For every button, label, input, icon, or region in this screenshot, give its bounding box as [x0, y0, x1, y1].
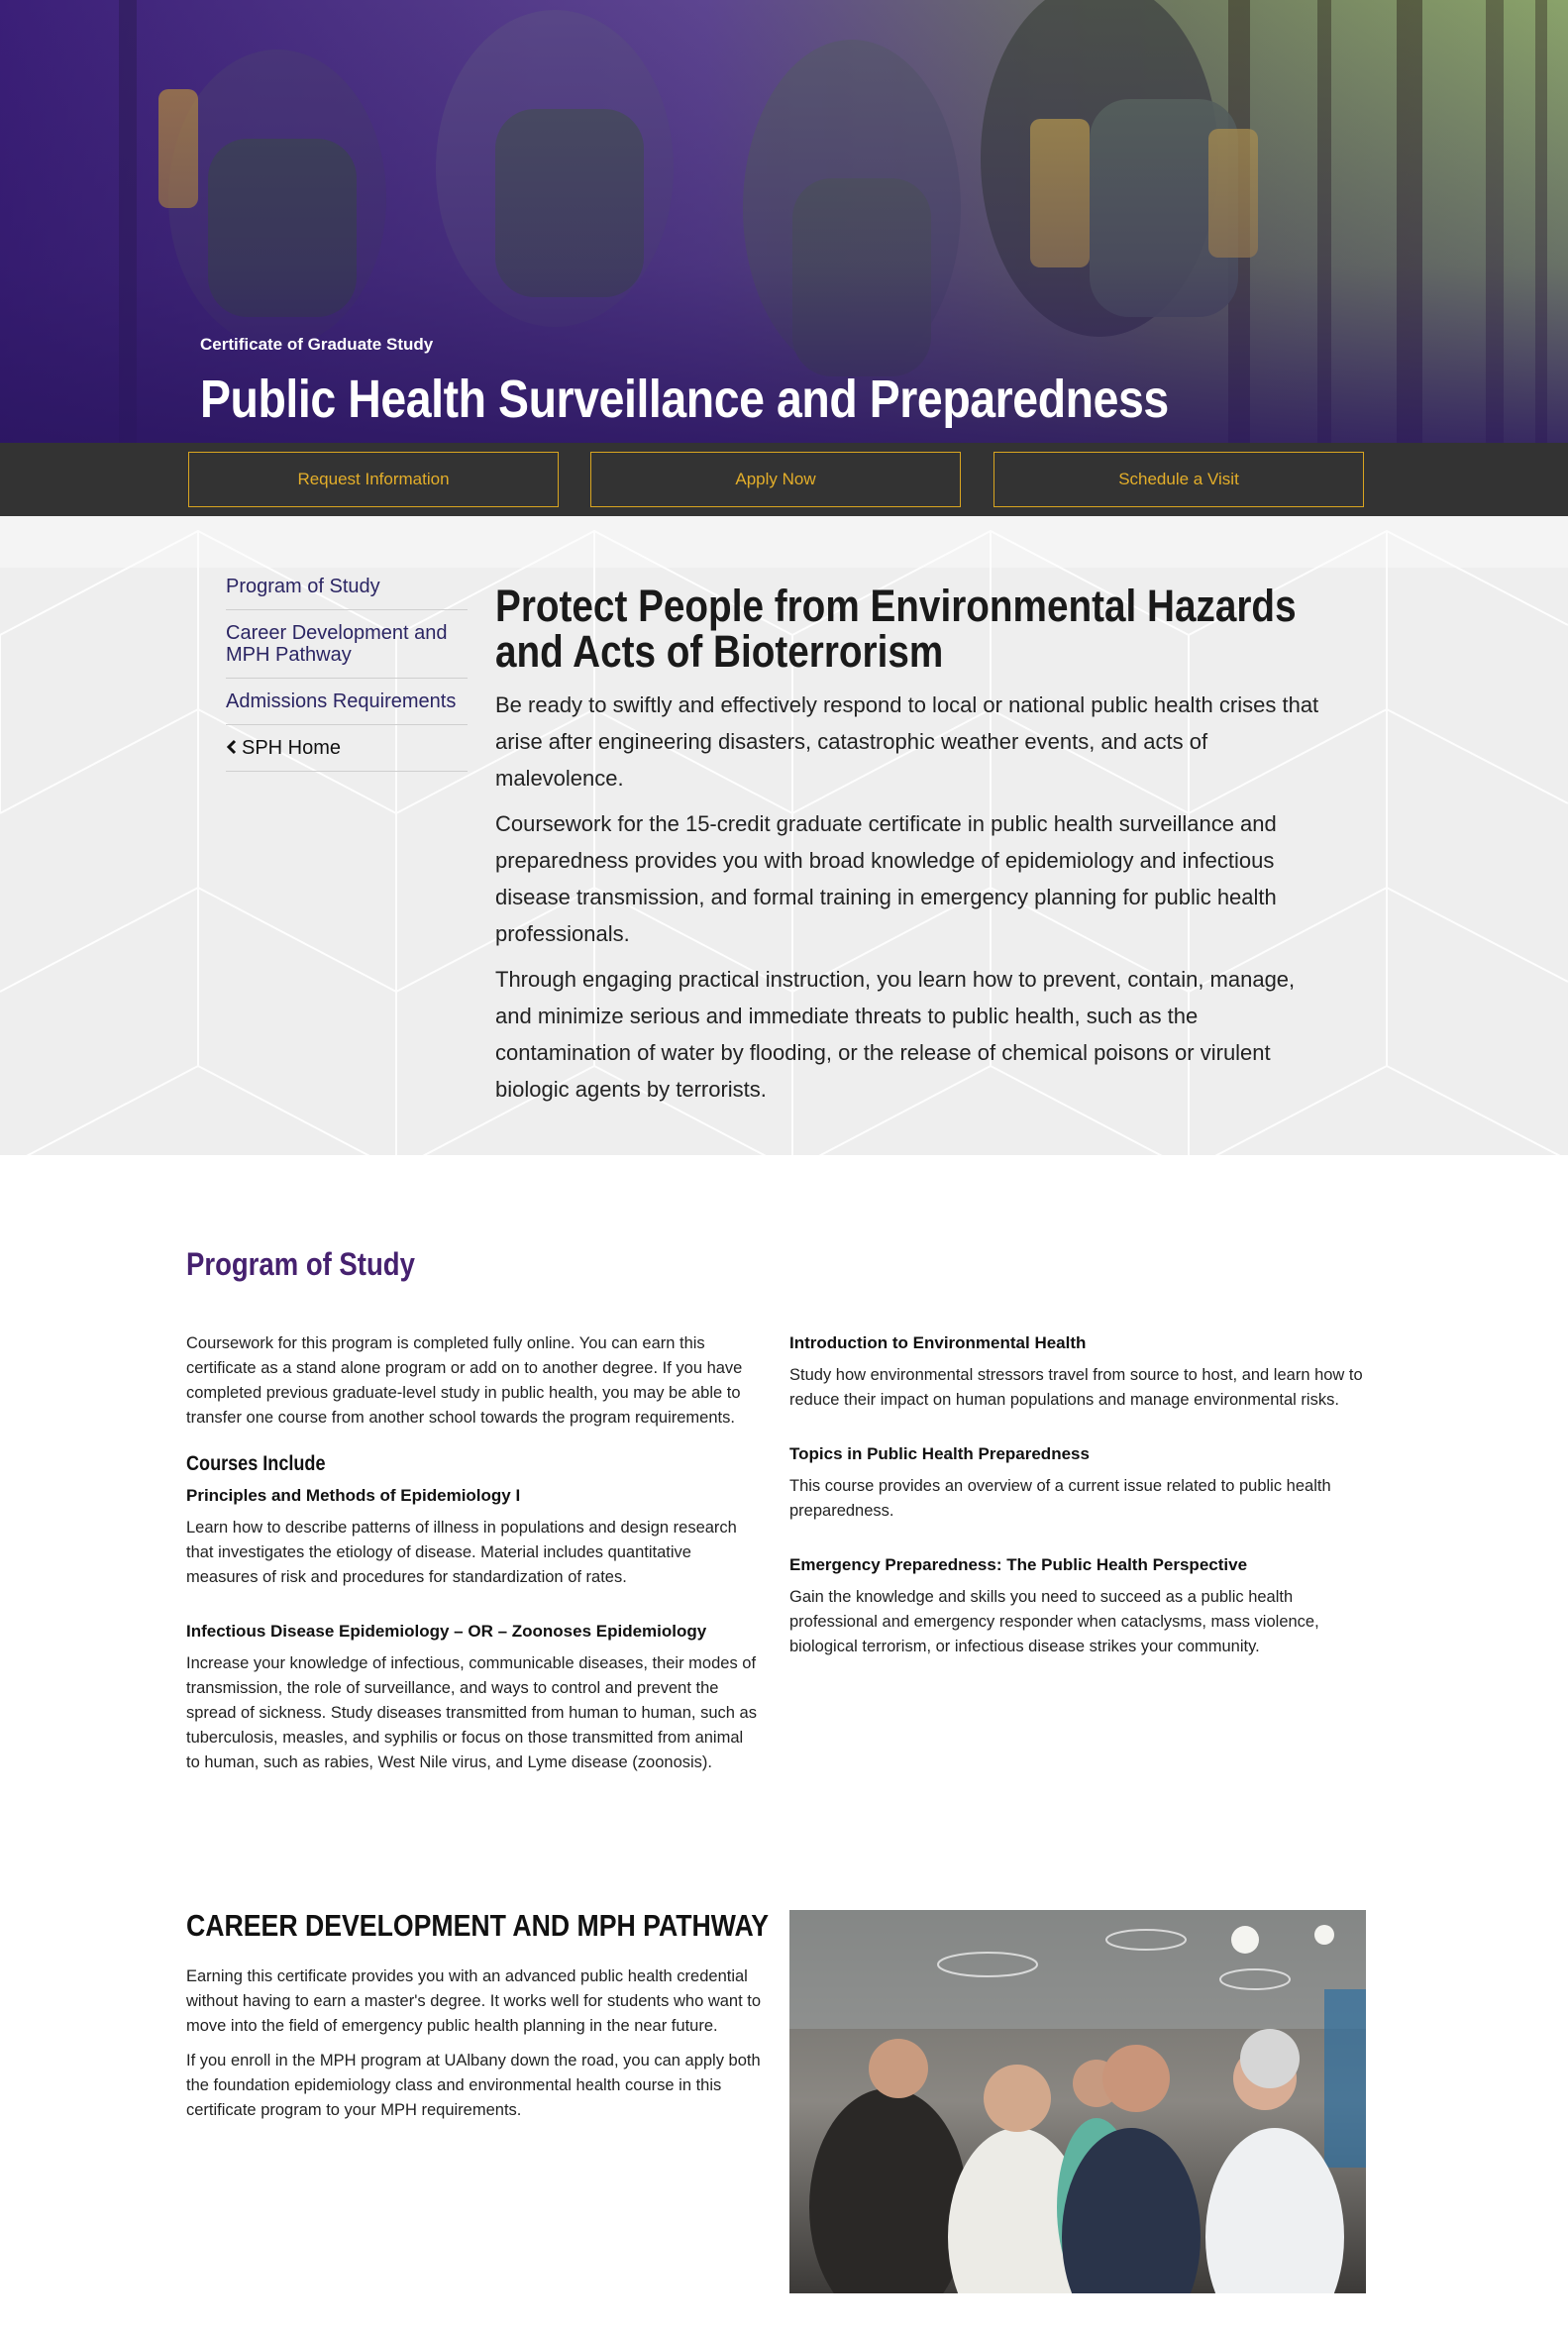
- sph-home-link[interactable]: [226, 725, 468, 772]
- courses-include-label: Courses Include: [186, 1452, 326, 1475]
- request-information-button[interactable]: Request Information: [188, 452, 559, 507]
- cta-bar: [0, 443, 1568, 516]
- schedule-visit-button[interactable]: Schedule a Visit: [993, 452, 1364, 507]
- intro-heading: Protect People from Environmental Hazards and Acts of Bioterrorism: [495, 581, 1297, 677]
- course-title: Principles and Methods of Epidemiology I: [186, 1486, 521, 1505]
- course-title: Introduction to Environmental Health: [789, 1333, 1087, 1352]
- intro-paragraph: Be ready to swiftly and effectively respond to local or national public health crises that arise after engineering disasters, catastrophic weather events, and acts of malevolence.: [495, 692, 1319, 791]
- career-section-title: CAREER DEVELOPMENT AND MPH PATHWAY: [186, 1908, 770, 1943]
- course-title: Infectious Disease Epidemiology – OR – Zoonoses Epidemiology: [186, 1622, 707, 1641]
- program-of-study-title: Program of Study: [186, 1246, 415, 1282]
- course-description: This course provides an overview of a current issue related to public health preparedness.: [789, 1477, 1331, 1520]
- chevron-left-icon: [226, 739, 238, 755]
- hero-kicker: Certificate of Graduate Study: [200, 335, 434, 354]
- course-description: Gain the knowledge and skills you need to succeed as a public health professional and emergency responder when cataclysms, mass violence, biological terrorism, or infectious disease strikes your community.: [789, 1588, 1319, 1655]
- intro-section: [0, 516, 1568, 1155]
- sidebar-item-program-of-study[interactable]: Program of Study: [226, 568, 468, 610]
- course-description: Learn how to describe patterns of illness in populations and design research that investigates the etiology of disease. Material includes quantitative measures of risk and procedures for standardization of rates.: [186, 1519, 737, 1586]
- professionals-meeting-image: [789, 1910, 1366, 2293]
- section-nav: [226, 568, 468, 772]
- career-paragraph: Earning this certificate provides you with an advanced public health credential without having to earn a master's degree. It works well for students who want to move into the field of emergency public health planning in the near future.: [186, 1967, 762, 2035]
- hero-banner: [0, 0, 1568, 443]
- program-left-column: [186, 1331, 761, 1775]
- career-paragraph: If you enroll in the MPH program at UAlbany down the road, you can apply both the foundation epidemiology class and environmental health course in this certificate program to your MPH requirements.: [186, 2052, 761, 2119]
- career-text: [186, 1964, 766, 2123]
- career-photo: [789, 1910, 1366, 2293]
- sidebar-item-admissions-requirements[interactable]: Admissions Requirements: [226, 679, 468, 725]
- intro-content: [495, 581, 1327, 1108]
- course-description: Study how environmental stressors travel from source to host, and learn how to reduce their impact on human populations and manage environmental risks.: [789, 1366, 1363, 1409]
- course-title: Topics in Public Health Preparedness: [789, 1444, 1090, 1463]
- course-description: Increase your knowledge of infectious, communicable diseases, their modes of transmission, the role of surveillance, and ways to control and prevent the spread of sickness. Study diseases transmitted from human to human, such as tuberculosis, measles, and syphilis or focus on those transmitted from animal to human, such as rabies, West Nile virus, and Lyme disease (zoonosis).: [186, 1654, 757, 1771]
- program-right-column: [789, 1331, 1369, 1659]
- sidebar-item-career-development[interactable]: Career Development and MPH Pathway: [226, 610, 468, 679]
- program-overview: Coursework for this program is completed fully online. You can earn this certificate as a stand alone program or add on to another degree. If you have completed previous graduate-level study in public health, you may be able to transfer one course from another school towards the program requirements.: [186, 1334, 743, 1427]
- apply-now-button[interactable]: Apply Now: [590, 452, 961, 507]
- intro-paragraph: Coursework for the 15-credit graduate certificate in public health surveillance and preparedness provides you with broad knowledge of epidemiology and infectious disease transmission, and formal training in emergency planning for public health professionals.: [495, 811, 1277, 946]
- page-title: Public Health Surveillance and Preparedness: [200, 370, 1169, 429]
- sph-home-label: SPH Home: [242, 737, 342, 759]
- intro-paragraph: Through engaging practical instruction, you learn how to prevent, contain, manage, and minimize serious and immediate threats to public health, such as the contamination of water by flooding, or the release of chemical poisons or virulent biologic agents by terrorists.: [495, 967, 1296, 1102]
- course-title: Emergency Preparedness: The Public Health Perspective: [789, 1555, 1248, 1574]
